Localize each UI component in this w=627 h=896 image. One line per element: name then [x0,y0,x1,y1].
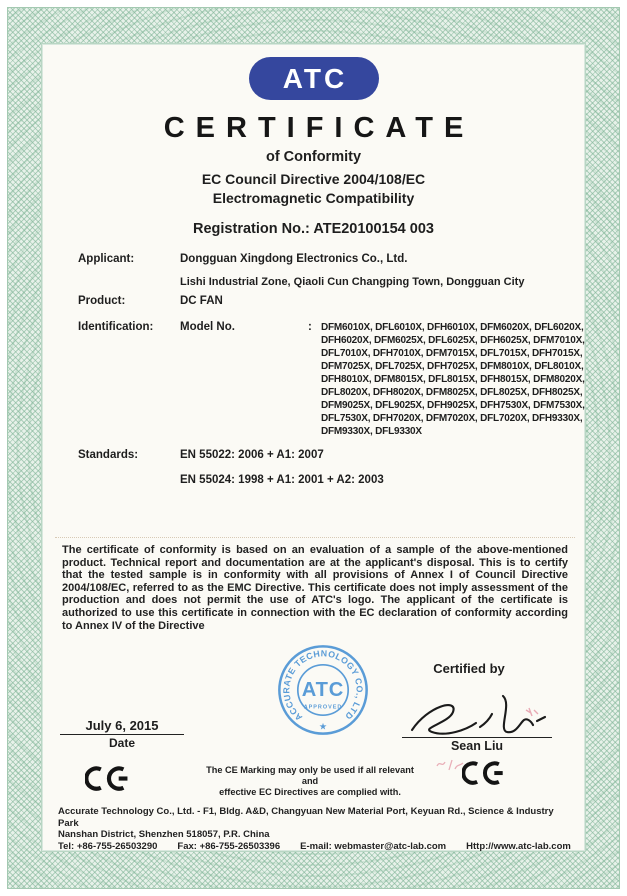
model-no-label: Model No. [180,321,235,333]
atc-logo-text: ATC [282,62,348,94]
stamp-center-text: ATC [301,678,345,701]
footer-address-line2: Nanshan District, Shenzhen 518057, P.R. China [58,829,270,840]
ce-note-line1: The CE Marking may only be used if all relevant and [206,765,414,786]
pink-pen-mark [435,756,465,772]
atc-approval-stamp [276,643,370,737]
footer-tel: Tel: +86-755-26503290 [58,841,158,852]
ce-mark-icon [85,762,133,796]
standards-label: Standards: [78,449,139,461]
footer-contact-row [58,841,572,853]
footer-email: E-mail: webmaster@atc-lab.com [300,841,447,852]
conformity-statement: The certificate of conformity is based on an evaluation of a sample of the above-mentioned product. Technical report and documentation are at the applicant's disposal. This is to certify that the tested sample is in conformity with all provisions of Annex I of Council Directive 2004/108/EC, referred to as the EMC Directive. This certificate does not imply assessment of the production and does not permit the use of ATC's logo. The applicant of the certificate is authorized to use this certificate in connection with the EC declaration of conformity according to Annex IV of the Directive [62,544,568,632]
footer-address-line1: Accurate Technology Co., Ltd. - F1, Bldg. A&D, Changyuan New Material Port, Keyuan Rd., Science & Industry Park [58,806,554,829]
signature-icon [406,690,556,740]
applicant-address: Lishi Industrial Zone, Qiaoli Cun Changping Town, Dongguan City [180,276,525,288]
stamp-star-icon: ★ [318,721,328,732]
footer-fax: Fax: +86-755-26503396 [177,841,281,852]
standard-1: EN 55022: 2006 + A1: 2007 [180,449,324,461]
signer-name: Sean Liu [450,739,504,753]
date-label: Date [108,736,135,750]
footer [58,806,572,853]
pink-pen-mark [526,708,538,716]
standard-2: EN 55024: 1998 + A1: 2001 + A2: 2003 [180,474,384,486]
date-line [60,734,184,735]
ce-note-line2: effective EC Directives are complied with. [219,787,401,797]
model-list: DFM6010X, DFL6010X, DFH6010X, DFM6020X, DFL6020X, DFH6020X, DFM6025X, DFL6025X, DFH6025X, DFM7010X, DFL7010X, DFH7010X, DFM7015X, DFL7015X, DFH7015X, DFM7025X, DFL7025X, DFH7025X, DFM8010X, DFL8010X, DFH8010X, DFM8015X, DFL8015X, DFH8015X, DFM8020X, DFL8020X, DFH8020X, DFM8025X, DFL8025X, DFH8025X, DFM9025X, DFL9025X, DFH9025X, DFH7530X, DFM7530X, DFL7530X, DFH7020X, DFM7020X, DFL7020X, DFH9330X, DFM9330X, DFL9330X [321,322,585,437]
atc-logo [249,57,379,100]
stamp-ring-text: ACCURATE TECHNOLOGY CO., LTD [281,648,365,723]
stamp-approved-text: APPROVED [303,704,343,711]
product-value: DC FAN [180,295,223,307]
model-colon: : [308,321,312,333]
subtitle-emc: Electromagnetic Compatibility [212,190,415,206]
footer-website: Http://www.atc-lab.com [466,841,571,852]
applicant-label: Applicant: [78,253,135,265]
ce-mark-icon [462,757,508,790]
subtitle-of-conformity: of Conformity [265,149,362,165]
applicant-name: Dongguan Xingdong Electronics Co., Ltd. [180,253,408,265]
certified-by-label: Certified by [433,661,505,676]
dotted-separator [55,537,575,538]
signature-line [402,737,552,738]
subtitle-directive: EC Council Directive 2004/108/EC [201,171,426,187]
issue-date: July 6, 2015 [85,718,159,733]
certificate-title: CERTIFICATE [163,112,475,144]
registration-number: Registration No.: ATE20100154 003 [193,221,434,237]
ce-note [203,765,417,798]
product-label: Product: [78,295,126,307]
identification-label: Identification: [78,321,154,333]
